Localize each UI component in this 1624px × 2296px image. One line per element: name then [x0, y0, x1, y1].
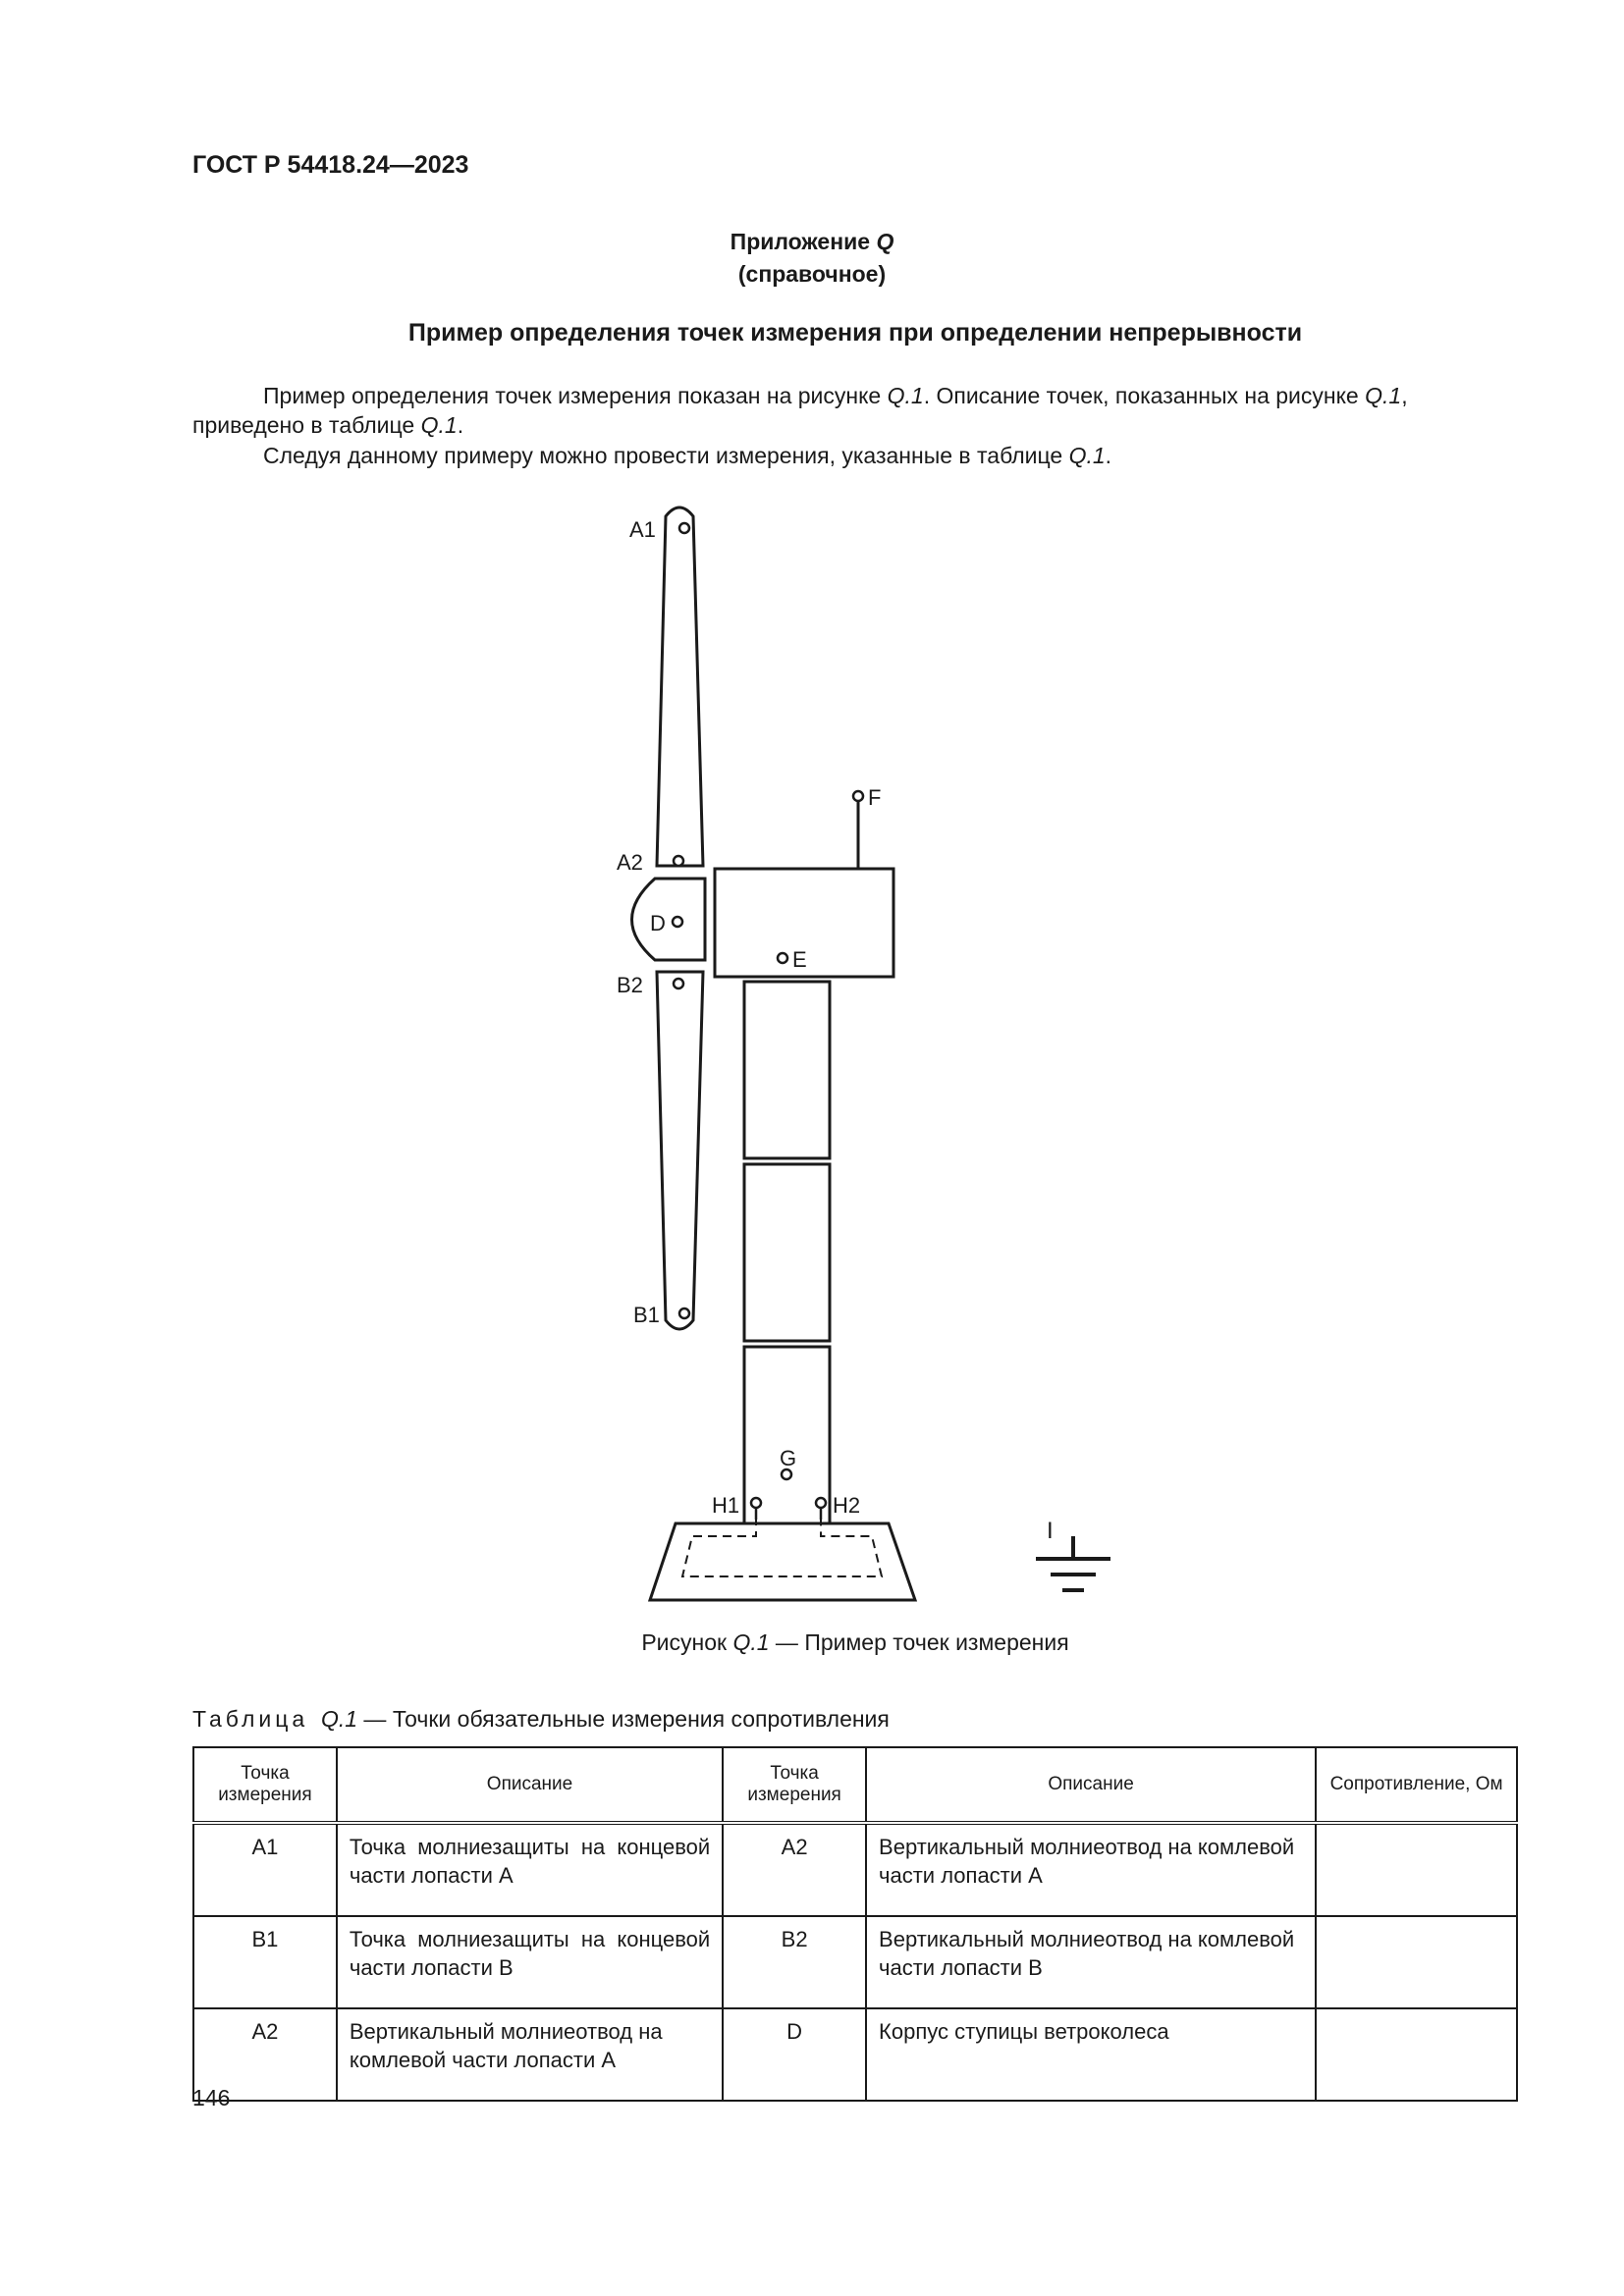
tower-section-top [744, 982, 830, 1158]
table-row [193, 2008, 1517, 2101]
label-a2: A2 [617, 850, 643, 875]
point-d-marker [673, 917, 682, 927]
header-point-2: Точка измерения [723, 1747, 866, 1823]
cell-point-1: A2 [193, 2008, 337, 2101]
cell-point-1: A1 [193, 1823, 337, 1916]
point-e-marker [778, 953, 787, 963]
cell-resistance [1316, 2008, 1517, 2101]
appendix-letter: Q [876, 229, 894, 254]
cell-description-1: Вертикальный молниеотвод на комлевой части лопасти A [337, 2008, 723, 2101]
label-a1: A1 [629, 517, 656, 542]
label-g: G [780, 1446, 797, 1470]
table-row [193, 1916, 1517, 2008]
section-heading: Пример определения точек измерения при определении непрерывности [407, 319, 1303, 347]
foundation-dashed-left [682, 1517, 882, 1576]
blade-b [657, 972, 703, 1329]
paragraph-2: Следуя данному примеру можно провести измерения, указанные в таблице Q.1. [263, 443, 1112, 468]
standard-code: ГОСТ Р 54418.24—2023 [192, 151, 469, 179]
header-resistance: Сопротивление, Ом [1316, 1747, 1517, 1823]
table-row [193, 1823, 1517, 1916]
cell-resistance [1316, 1916, 1517, 2008]
appendix-subtitle: (справочное) [737, 261, 887, 287]
figure-caption: Рисунок Q.1 — Пример точек измерения [641, 1629, 1069, 1655]
cell-description-1: Точка молниезащиты на концевой части лопасти A [337, 1823, 723, 1916]
cell-description-2: Вертикальный молниеотвод на комлевой части лопасти B [866, 1916, 1316, 2008]
cell-description-2: Корпус ступицы ветроколеса [866, 2008, 1316, 2101]
foundation [650, 1523, 915, 1600]
label-h1: H1 [712, 1493, 740, 1518]
cell-point-2: D [723, 2008, 866, 2101]
label-d: D [650, 911, 666, 935]
header-description-2: Описание [866, 1747, 1316, 1823]
header-point-1: Точка измерения [193, 1747, 337, 1823]
cell-point-1: B1 [193, 1916, 337, 2008]
header-description-1: Описание [337, 1747, 723, 1823]
cell-description-1: Точка молниезащиты на концевой части лопасти B [337, 1916, 723, 2008]
page-number: 146 [192, 2085, 231, 2110]
table-title: Таблица Q.1 — Точки обязательные измерения сопротивления [192, 1706, 890, 1732]
cell-point-2: A2 [723, 1823, 866, 1916]
point-a2-marker [674, 856, 683, 866]
label-f: F [868, 785, 882, 810]
point-a1-marker [679, 523, 689, 533]
ground-symbol [1036, 1536, 1110, 1590]
point-h2-marker [816, 1498, 826, 1508]
label-b1: B1 [633, 1303, 660, 1327]
point-f-marker [853, 791, 863, 801]
point-h1-marker [751, 1498, 761, 1508]
label-ground: I [1047, 1518, 1054, 1544]
cell-resistance [1316, 1823, 1517, 1916]
measurement-table [192, 1746, 1518, 2102]
hub [632, 879, 706, 960]
label-h2: H2 [833, 1493, 861, 1518]
appendix-title: Приложение Q [730, 229, 894, 254]
cell-point-2: B2 [723, 1916, 866, 2008]
label-b2: B2 [617, 973, 643, 997]
point-b1-marker [679, 1308, 689, 1318]
paragraph-1: Пример определения точек измерения показан на рисунке Q.1. Описание точек, показанных на рисунке Q.1, приведено в таблице Q.1. [192, 383, 1408, 438]
blade-a [657, 507, 703, 866]
label-e: E [792, 947, 807, 972]
point-b2-marker [674, 979, 683, 988]
table-header-row [193, 1747, 1517, 1823]
cell-description-2: Вертикальный молниеотвод на комлевой части лопасти A [866, 1823, 1316, 1916]
tower-section-middle [744, 1164, 830, 1341]
point-g-marker [782, 1469, 791, 1479]
